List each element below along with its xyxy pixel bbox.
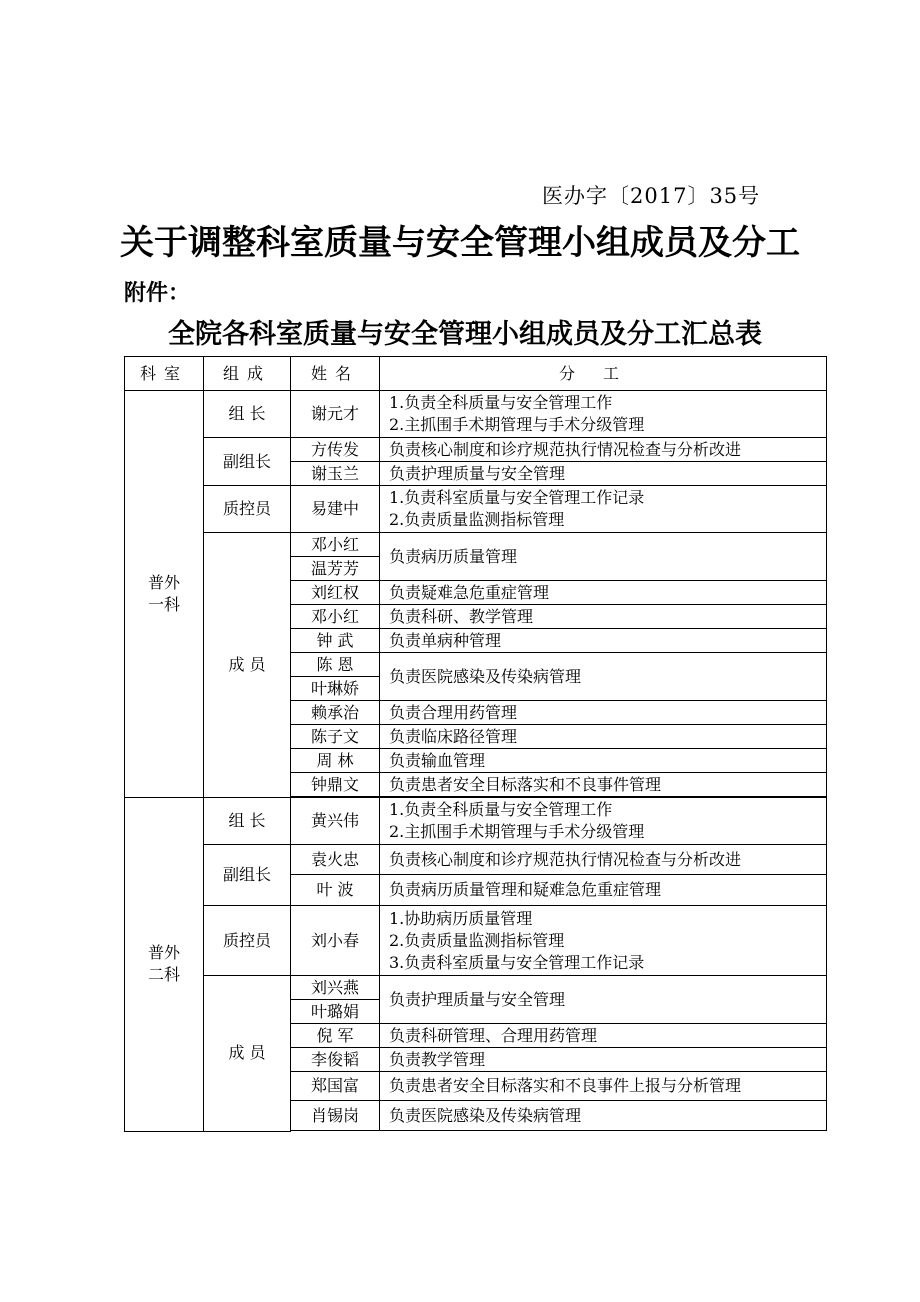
name-cell: 陈子文 (291, 725, 380, 749)
duty-cell: 负责合理用药管理 (380, 701, 827, 725)
name-cell: 倪 军 (291, 1024, 380, 1048)
table-row (125, 486, 827, 533)
table-row (125, 976, 827, 1000)
header-role: 组成 (204, 357, 291, 391)
table-row (125, 533, 827, 557)
name-cell: 邓小红 (291, 533, 380, 557)
role-cell: 质控员 (204, 486, 291, 533)
name-cell: 刘兴燕 (291, 976, 380, 1000)
dept-line: 一科 (147, 595, 180, 614)
name-cell: 钟 武 (291, 629, 380, 653)
name-cell: 李俊韬 (291, 1048, 380, 1072)
duty-cell: 负责护理质量与安全管理 (380, 462, 827, 486)
table-row (125, 906, 827, 976)
header-dept: 科室 (125, 357, 204, 391)
duty-cell: 负责科研管理、合理用药管理 (380, 1024, 827, 1048)
name-cell: 易建中 (291, 486, 380, 533)
name-cell: 陈 恩 (291, 653, 380, 677)
duty-cell: 负责核心制度和诊疗规范执行情况检查与分析改进 (380, 438, 827, 462)
duty-cell: 负责患者安全目标落实和不良事件上报与分析管理 (380, 1072, 827, 1101)
dept-line: 普外 (147, 943, 180, 963)
dept-cell (125, 391, 204, 798)
role-cell: 副组长 (204, 845, 291, 906)
duty-cell: 负责教学管理 (380, 1048, 827, 1072)
name-cell: 赖承治 (291, 701, 380, 725)
name-cell: 方传发 (291, 438, 380, 462)
name-cell: 谢元才 (291, 391, 380, 438)
name-cell: 郑国富 (291, 1072, 380, 1101)
duty-cell: 负责核心制度和诊疗规范执行情况检查与分析改进 (380, 845, 827, 875)
duty-cell: 负责科研、教学管理 (380, 605, 827, 629)
dept-line: 普外 (147, 573, 180, 592)
name-cell: 周 林 (291, 749, 380, 773)
header-duty: 分工 (380, 357, 827, 391)
duty-cell: 1.协助病历质量管理 2.负责质量监测指标管理 3.负责科室质量与安全管理工作记录 (380, 906, 827, 976)
duty-cell: 负责护理质量与安全管理 (380, 976, 827, 1024)
role-cell: 成 员 (204, 976, 291, 1132)
role-cell: 副组长 (204, 438, 291, 486)
name-cell: 刘红权 (291, 581, 380, 605)
name-cell: 叶琳娇 (291, 677, 380, 701)
name-cell: 叶 波 (291, 875, 380, 906)
name-cell: 邓小红 (291, 605, 380, 629)
role-cell: 组 长 (204, 391, 291, 438)
name-cell: 刘小春 (291, 906, 380, 976)
duty-cell: 负责疑难急危重症管理 (380, 581, 827, 605)
name-cell: 叶璐娟 (291, 1000, 380, 1024)
dept-cell (125, 798, 204, 1132)
table-row (125, 845, 827, 875)
role-cell: 成 员 (204, 533, 291, 798)
role-cell: 组 长 (204, 798, 291, 845)
name-cell: 黄兴伟 (291, 798, 380, 845)
summary-table (124, 356, 827, 1132)
duty-cell: 负责病历质量管理 (380, 533, 827, 581)
duty-cell: 1.负责科室质量与安全管理工作记录 2.负责质量监测指标管理 (380, 486, 827, 533)
name-cell: 钟鼎文 (291, 773, 380, 797)
dept-line: 二科 (147, 965, 180, 985)
name-cell: 温芳芳 (291, 557, 380, 581)
table-header-row (125, 357, 827, 391)
table-row (125, 798, 827, 845)
duty-cell: 1.负责全科质量与安全管理工作 2.主抓围手术期管理与手术分级管理 (380, 798, 827, 845)
name-cell: 谢玉兰 (291, 462, 380, 486)
table-title: 全院各科室质量与安全管理小组成员及分工汇总表 (168, 319, 762, 350)
duty-cell: 负责医院感染及传染病管理 (380, 1101, 827, 1131)
header-name: 姓名 (291, 357, 380, 391)
duty-cell: 负责医院感染及传染病管理 (380, 653, 827, 701)
table-row (125, 438, 827, 462)
role-cell: 质控员 (204, 906, 291, 976)
duty-cell: 负责临床路径管理 (380, 725, 827, 749)
table-row (125, 391, 827, 438)
duty-cell: 负责单病种管理 (380, 629, 827, 653)
name-cell: 肖锡岗 (291, 1101, 380, 1131)
page-title: 关于调整科室质量与安全管理小组成员及分工 (120, 223, 800, 263)
duty-cell: 1.负责全科质量与安全管理工作 2.主抓围手术期管理与手术分级管理 (380, 391, 827, 438)
duty-cell: 负责输血管理 (380, 749, 827, 773)
duty-cell: 负责患者安全目标落实和不良事件管理 (380, 773, 827, 797)
name-cell: 袁火忠 (291, 845, 380, 875)
duty-cell: 负责病历质量管理和疑难急危重症管理 (380, 875, 827, 906)
attachment-label: 附件： (124, 281, 191, 306)
document-number: 医办字〔2017〕35号 (542, 184, 761, 208)
